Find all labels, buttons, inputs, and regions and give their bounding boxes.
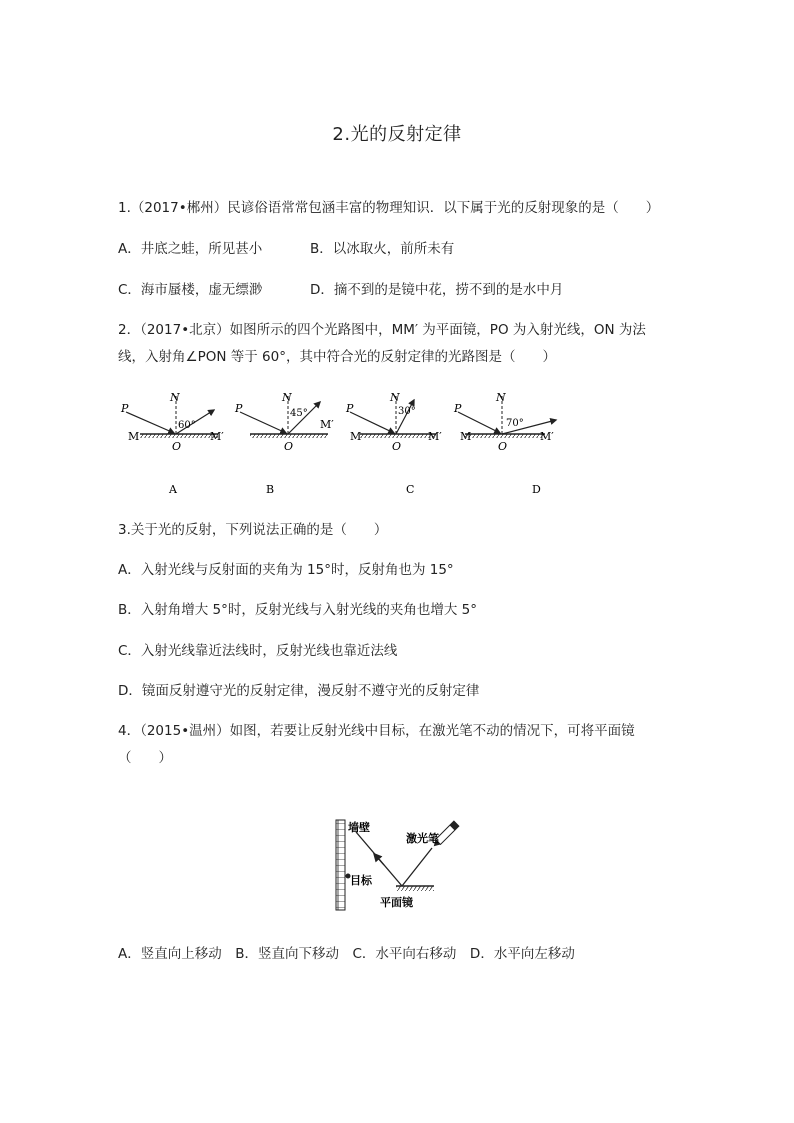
point-p-label: P bbox=[235, 402, 243, 415]
diagram-b bbox=[234, 391, 334, 496]
q1-option-d: D．摘不到的是镜中花，捞不到的是水中月 bbox=[310, 282, 564, 298]
point-n-label: N bbox=[170, 391, 180, 404]
q4-laser-figure bbox=[326, 812, 466, 914]
diagram-c bbox=[345, 391, 442, 496]
page-title: 2.光的反射定律 bbox=[332, 124, 462, 145]
q3-option-a: A．入射光线与反射面的夹角为 15°时，反射角也为 15° bbox=[118, 562, 454, 578]
point-m-prime-label: M′ bbox=[540, 430, 554, 443]
ray-direction-arrow bbox=[376, 856, 384, 865]
q2-stem-line1: 2．（2017•北京）如图所示的四个光路图中，MM′ 为平面镜，PO 为入射光线，ON 为法 bbox=[118, 322, 646, 338]
q3-option-b: B．入射角增大 5°时，反射光线与入射光线的夹角也增大 5° bbox=[118, 602, 478, 618]
point-m-prime-label: M′ bbox=[210, 430, 224, 443]
q2-stem-line2: 线，入射角∠PON 等于 60°，其中符合光的反射定律的光路图是（ ） bbox=[118, 349, 556, 365]
q4-options: A．竖直向上移动 B．竖直向下移动 C．水平向右移动 D．水平向左移动 bbox=[118, 946, 575, 962]
q3-option-d: D．镜面反射遵守光的反射定律，漫反射不遵守光的反射定律 bbox=[118, 683, 480, 699]
diagram-label-c: C bbox=[406, 483, 415, 496]
incident-ray bbox=[240, 412, 286, 433]
laser-label: 激光笔 bbox=[406, 832, 439, 845]
q1-stem: 1.（2017•郴州）民谚俗语常常包涵丰富的物理知识．以下属于光的反射现象的是（ ） bbox=[118, 200, 660, 216]
point-m-label: M bbox=[128, 430, 140, 443]
mirror-label: 平面镜 bbox=[380, 896, 413, 909]
target-label: 目标 bbox=[350, 874, 372, 887]
diagram-label-a: A bbox=[169, 483, 177, 496]
q4-stem-line1: 4．（2015•温州）如图，若要让反射光线中目标，在激光笔不动的情况下，可将平面镜 bbox=[118, 723, 635, 739]
point-m-label: M bbox=[350, 430, 362, 443]
q3-stem: 3.关于光的反射，下列说法正确的是（ ） bbox=[118, 522, 388, 538]
point-n-label: N bbox=[282, 391, 292, 404]
angle-label: 45° bbox=[290, 408, 308, 419]
point-p-label: P bbox=[454, 402, 462, 415]
q3-option-c: C．入射光线靠近法线时，反射光线也靠近法线 bbox=[118, 643, 398, 659]
angle-label: 30° bbox=[398, 406, 416, 417]
point-m-prime-label: M′ bbox=[428, 430, 442, 443]
angle-label: 70° bbox=[506, 418, 524, 429]
point-m-prime-label: M′ bbox=[320, 418, 334, 431]
q1-option-a: A．井底之蛙，所见甚小 bbox=[118, 241, 263, 257]
point-o-label: O bbox=[392, 440, 402, 453]
diagram-a bbox=[120, 391, 224, 496]
diagram-d bbox=[453, 391, 556, 496]
point-n-label: N bbox=[390, 391, 400, 404]
q2-ray-diagrams bbox=[110, 382, 580, 502]
wall bbox=[336, 820, 345, 910]
point-o-label: O bbox=[284, 440, 294, 453]
angle-label: 60° bbox=[178, 420, 196, 431]
point-p-label: P bbox=[346, 402, 354, 415]
wall-label: 墙壁 bbox=[348, 821, 370, 834]
incident-ray bbox=[402, 848, 432, 886]
q1-option-b: B．以冰取火，前所未有 bbox=[310, 241, 455, 257]
point-o-label: O bbox=[498, 440, 508, 453]
q4-stem-line2: （ ） bbox=[118, 750, 172, 766]
point-p-label: P bbox=[121, 402, 129, 415]
point-m-label: M bbox=[460, 430, 472, 443]
point-n-label: N bbox=[496, 391, 506, 404]
q1-option-c: C．海市蜃楼，虚无缥渺 bbox=[118, 282, 263, 298]
diagram-label-b: B bbox=[266, 483, 275, 496]
point-o-label: O bbox=[172, 440, 182, 453]
diagram-label-d: D bbox=[532, 483, 541, 496]
